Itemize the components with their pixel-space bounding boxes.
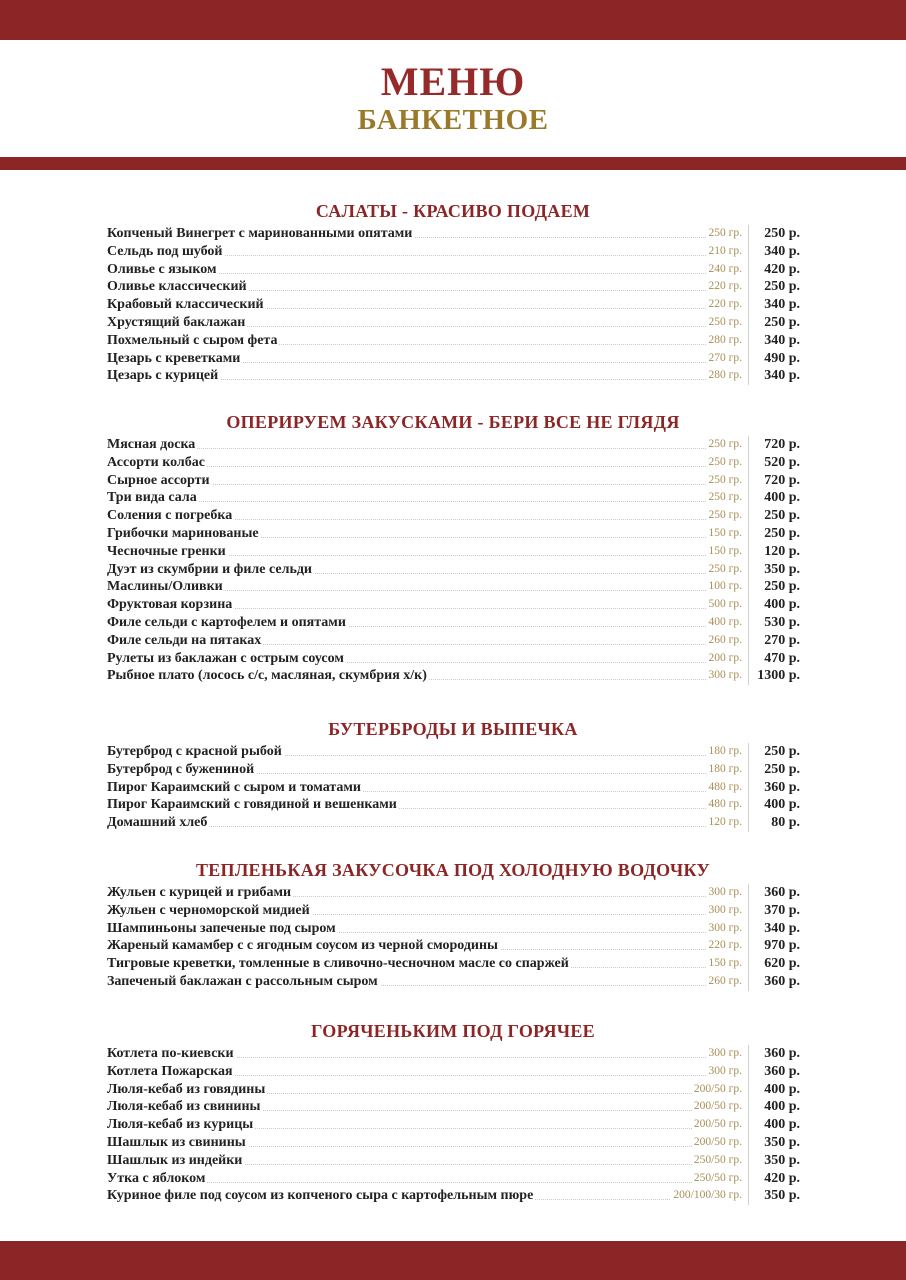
item-weight: 250 гр. (707, 507, 742, 525)
item-name: Шашлык из индейки (107, 1152, 243, 1168)
item-weight: 250 гр. (707, 436, 742, 454)
item-weight: 150 гр. (707, 525, 742, 543)
menu-item (0, 543, 906, 561)
menu-item (0, 350, 906, 368)
item-price: 350 р. (764, 1188, 800, 1204)
bottom-banner-bar (0, 1241, 906, 1280)
item-price: 270 р. (764, 632, 800, 648)
item-price: 400 р. (764, 1081, 800, 1097)
item-weight: 250 гр. (707, 225, 742, 243)
item-name: Пирог Караимский с сыром и томатами (107, 779, 362, 795)
section-cold-appetizers (0, 410, 906, 685)
item-price: 370 р. (764, 902, 800, 918)
item-price: 720 р. (764, 437, 800, 452)
item-weight: 300 гр. (707, 920, 742, 938)
menu-item (0, 1152, 906, 1170)
item-name: Чесночные гренки (107, 543, 226, 559)
item-weight: 300 гр. (707, 1063, 742, 1081)
menu-item (0, 367, 906, 385)
menu-item (0, 436, 906, 454)
item-price: 340 р. (764, 243, 800, 259)
item-price: 250 р. (764, 226, 800, 241)
item-price: 250 р. (764, 525, 800, 541)
item-price: 720 р. (764, 472, 800, 488)
menu-item-list (0, 884, 906, 991)
item-price: 620 р. (764, 956, 800, 972)
menu-item (0, 1170, 906, 1188)
item-name: Филе сельди с картофелем и опятами (107, 614, 346, 630)
item-weight: 250/50 гр. (692, 1170, 742, 1188)
menu-item (0, 1098, 906, 1116)
item-name: Крабовый классический (107, 297, 264, 313)
item-price: 360 р. (764, 885, 800, 900)
item-name: Тигровые креветки, томленные в сливочно-чесночном масле со спаржей (107, 956, 569, 972)
menu-item-list (0, 1045, 906, 1205)
item-weight: 250/50 гр. (692, 1152, 742, 1170)
item-weight: 200/50 гр. (692, 1116, 742, 1134)
item-name: Грибочки маринованые (107, 525, 259, 541)
item-price: 490 р. (764, 350, 800, 366)
item-weight: 300 гр. (707, 902, 742, 920)
section-title: БУТЕРБРОДЫ И ВЫПЕЧКА (328, 719, 578, 739)
item-price: 250 р. (764, 761, 800, 777)
item-weight: 100 гр. (707, 578, 742, 596)
header-divider-bar (0, 157, 906, 170)
item-name: Филе сельди на пятаках (107, 632, 262, 648)
item-price: 970 р. (764, 938, 800, 954)
menu-item (0, 454, 906, 472)
section-hot-dishes (0, 1019, 906, 1205)
menu-item (0, 296, 906, 314)
item-weight: 250 гр. (707, 489, 742, 507)
menu-item (0, 314, 906, 332)
item-weight: 180 гр. (707, 743, 742, 761)
item-name: Люля-кебаб из курицы (107, 1117, 254, 1133)
item-price: 470 р. (764, 650, 800, 666)
item-name: Соления с погребка (107, 508, 233, 524)
menu-item (0, 1116, 906, 1134)
menu-item (0, 650, 906, 668)
menu-item (0, 920, 906, 938)
section-warm-appetizers (0, 858, 906, 991)
item-name: Люля-кебаб из говядины (107, 1081, 266, 1097)
item-weight: 250 гр. (707, 561, 742, 579)
dot-leader (110, 501, 740, 502)
item-price: 120 р. (764, 543, 800, 559)
item-name: Запеченый баклажан с рассольным сыром (107, 973, 378, 989)
menu-item (0, 596, 906, 614)
item-name: Три вида сала (107, 490, 197, 506)
item-price: 360 р. (764, 973, 800, 989)
item-weight: 270 гр. (707, 350, 742, 368)
item-price: 1300 р. (757, 668, 800, 684)
menu-item-list (0, 225, 906, 385)
item-name: Пирог Караимский с говядиной и вешенками (107, 797, 397, 813)
item-price: 250 р. (764, 508, 800, 524)
item-weight: 210 гр. (707, 243, 742, 261)
menu-item (0, 761, 906, 779)
section-title: ГОРЯЧЕНЬКИМ ПОД ГОРЯЧЕЕ (311, 1021, 595, 1041)
menu-item (0, 667, 906, 685)
item-price: 250 р. (764, 314, 800, 330)
menu-item-list (0, 436, 906, 685)
menu-item (0, 814, 906, 832)
item-name: Копченый Винегрет с маринованными опятами (107, 226, 413, 241)
item-name: Рулеты из баклажан с острым соусом (107, 650, 344, 666)
item-price: 360 р. (764, 779, 800, 795)
menu-item (0, 332, 906, 350)
item-price: 420 р. (764, 1170, 800, 1186)
item-price: 250 р. (764, 579, 800, 595)
item-weight: 280 гр. (707, 367, 742, 385)
menu-item (0, 578, 906, 596)
item-price: 520 р. (764, 454, 800, 470)
item-name: Рыбное плато (лосось с/с, масляная, скумбрия х/к) (107, 668, 427, 684)
item-price: 360 р. (764, 1063, 800, 1079)
item-price: 340 р. (764, 368, 800, 384)
item-price: 400 р. (764, 490, 800, 506)
item-weight: 220 гр. (707, 296, 742, 314)
menu-item (0, 261, 906, 279)
item-name: Бутерброд с красной рыбой (107, 744, 282, 759)
item-weight: 200/100/30 гр. (671, 1187, 742, 1205)
item-price: 340 р. (764, 920, 800, 936)
menu-item (0, 779, 906, 797)
menu-item (0, 278, 906, 296)
item-price: 250 р. (764, 279, 800, 295)
item-name: Цезарь с креветками (107, 350, 241, 366)
item-weight: 220 гр. (707, 278, 742, 296)
item-weight: 300 гр. (707, 667, 742, 685)
item-price: 400 р. (764, 1117, 800, 1133)
item-price: 340 р. (764, 332, 800, 348)
item-price: 400 р. (764, 597, 800, 613)
item-weight: 300 гр. (707, 1045, 742, 1063)
item-weight: 480 гр. (707, 779, 742, 797)
item-price: 400 р. (764, 797, 800, 813)
menu-item (0, 902, 906, 920)
menu-item (0, 1134, 906, 1152)
section-title: САЛАТЫ - КРАСИВО ПОДАЕМ (315, 201, 591, 221)
section-sandwiches-pastry (0, 717, 906, 832)
item-name: Жульен с черноморской мидией (107, 902, 310, 918)
item-price: 400 р. (764, 1099, 800, 1115)
item-name: Фруктовая корзина (107, 597, 233, 613)
item-weight: 120 гр. (707, 814, 742, 832)
item-name: Дуэт из скумбрии и филе сельди (107, 561, 312, 577)
item-weight: 400 гр. (707, 614, 742, 632)
item-name: Мясная доска (107, 437, 196, 452)
item-name: Куриное филе под соусом из копченого сыра с картофельным пюре (107, 1188, 534, 1204)
item-weight: 200/50 гр. (692, 1134, 742, 1152)
menu-item (0, 1063, 906, 1081)
item-weight: 200 гр. (707, 650, 742, 668)
item-weight: 260 гр. (707, 632, 742, 650)
item-weight: 220 гр. (707, 937, 742, 955)
item-name: Жареный камамбер с с ягодным соусом из черной смородины (107, 938, 498, 954)
item-name: Бутерброд с бужениной (107, 761, 255, 777)
section-salads (0, 199, 906, 385)
menu-item (0, 1187, 906, 1205)
menu-item (0, 243, 906, 261)
item-weight: 250 гр. (707, 314, 742, 332)
item-price: 530 р. (764, 614, 800, 630)
item-name: Цезарь с курицей (107, 368, 219, 384)
item-name: Оливье классический (107, 279, 247, 295)
item-weight: 500 гр. (707, 596, 742, 614)
item-name: Маслины/Оливки (107, 579, 223, 595)
section-title: ТЕПЛЕНЬКАЯ ЗАКУСОЧКА ПОД ХОЛОДНУЮ ВОДОЧКУ (195, 860, 711, 880)
item-weight: 300 гр. (707, 884, 742, 902)
item-name: Котлета по-киевски (107, 1046, 234, 1061)
menu-item (0, 955, 906, 973)
menu-item (0, 743, 906, 761)
item-weight: 260 гр. (707, 973, 742, 991)
menu-subtitle: БАНКЕТНОЕ (357, 104, 549, 136)
item-name: Ассорти колбас (107, 454, 205, 470)
item-name: Сельдь под шубой (107, 243, 223, 259)
menu-item (0, 225, 906, 243)
item-name: Утка с яблоком (107, 1170, 206, 1186)
item-name: Хрустящий баклажан (107, 314, 246, 330)
item-price: 350 р. (764, 1134, 800, 1150)
menu-item-list (0, 743, 906, 832)
item-name: Шампиньоны запеченые под сыром (107, 920, 336, 936)
item-price: 250 р. (764, 744, 800, 759)
item-weight: 280 гр. (707, 332, 742, 350)
menu-item (0, 884, 906, 902)
menu-item (0, 796, 906, 814)
section-title: ОПЕРИРУЕМ ЗАКУСКАМИ - БЕРИ ВСЕ НЕ ГЛЯДЯ (226, 412, 680, 432)
item-name: Котлета Пожарская (107, 1063, 233, 1079)
item-price: 350 р. (764, 561, 800, 577)
item-name: Оливье с языком (107, 261, 217, 277)
item-weight: 150 гр. (707, 543, 742, 561)
menu-item (0, 632, 906, 650)
item-name: Сырное ассорти (107, 472, 210, 488)
menu-item (0, 973, 906, 991)
item-name: Шашлык из свинины (107, 1134, 246, 1150)
item-name: Жульен с курицей и грибами (107, 885, 292, 900)
item-price: 340 р. (764, 297, 800, 313)
menu-item (0, 1081, 906, 1099)
menu-item (0, 507, 906, 525)
item-weight: 150 гр. (707, 955, 742, 973)
top-banner-bar (0, 0, 906, 40)
item-weight: 250 гр. (707, 472, 742, 490)
item-name: Похмельный с сыром фета (107, 332, 278, 348)
item-price: 80 р. (771, 815, 800, 831)
menu-item (0, 937, 906, 955)
item-weight: 250 гр. (707, 454, 742, 472)
menu-title: МЕНЮ (380, 59, 526, 104)
menu-item (0, 561, 906, 579)
menu-item (0, 489, 906, 507)
item-name: Люля-кебаб из свинины (107, 1099, 261, 1115)
item-price: 420 р. (764, 261, 800, 277)
item-weight: 200/50 гр. (692, 1081, 742, 1099)
item-weight: 180 гр. (707, 761, 742, 779)
menu-item (0, 472, 906, 490)
item-weight: 480 гр. (707, 796, 742, 814)
item-name: Домашний хлеб (107, 815, 208, 831)
item-price: 360 р. (764, 1046, 800, 1061)
item-price: 350 р. (764, 1152, 800, 1168)
menu-item (0, 1045, 906, 1063)
dot-leader (110, 448, 740, 449)
menu-item (0, 614, 906, 632)
menu-item (0, 525, 906, 543)
item-weight: 200/50 гр. (692, 1098, 742, 1116)
item-weight: 240 гр. (707, 261, 742, 279)
